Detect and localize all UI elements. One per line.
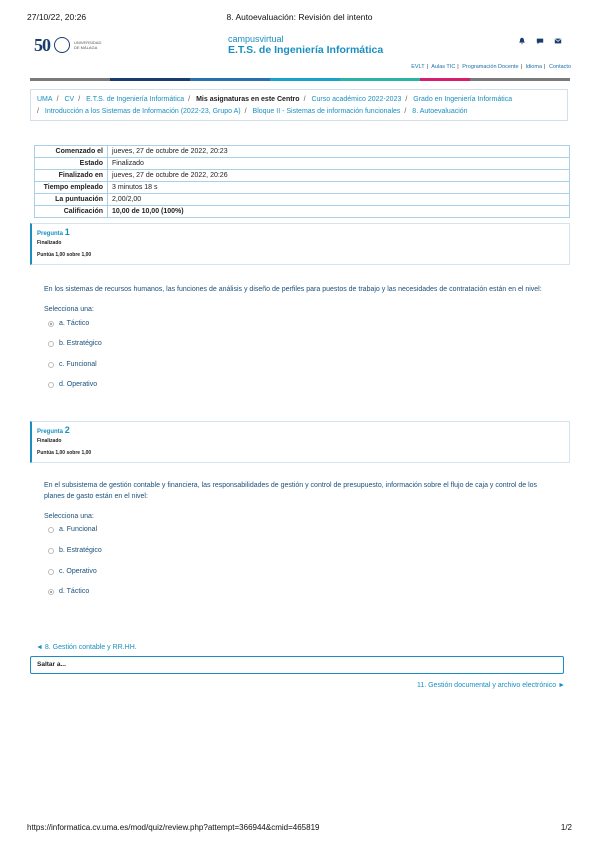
question-points: Puntúa 1,00 sobre 1,00 xyxy=(37,252,92,258)
summary-key: Calificación xyxy=(35,206,108,218)
summary-key: Estado xyxy=(35,158,108,170)
question-number: Pregunta 2 xyxy=(37,425,70,435)
crumb-year[interactable]: Curso académico 2022-2023 xyxy=(311,96,402,103)
color-segment xyxy=(420,78,470,81)
summary-value: Finalizado xyxy=(108,158,570,170)
color-segment xyxy=(340,78,420,81)
crumb-school[interactable]: E.T.S. de Ingeniería Informática xyxy=(86,96,185,103)
link-aulas-tic[interactable]: Aulas TIC xyxy=(431,64,456,70)
chat-icon[interactable] xyxy=(536,37,544,45)
link-contacto[interactable]: Contacto xyxy=(548,64,571,70)
link-idioma[interactable]: Idioma xyxy=(525,64,543,70)
logo-mark: 50 xyxy=(34,34,50,55)
university-logo[interactable] xyxy=(34,35,114,55)
summary-row xyxy=(35,194,570,206)
summary-key: Tiempo empleado xyxy=(35,182,108,194)
print-date: 27/10/22, 20:26 xyxy=(27,12,87,22)
color-segment xyxy=(190,78,270,81)
color-segment xyxy=(270,78,340,81)
crumb-block[interactable]: Bloque II - Sistemas de información funcionales xyxy=(252,108,401,115)
crumb-uma[interactable]: UMA xyxy=(37,96,53,103)
summary-row xyxy=(35,146,570,158)
summary-value: 3 minutos 18 s xyxy=(108,182,570,194)
question-info xyxy=(30,223,570,265)
answer-option[interactable]: a. Funcional xyxy=(48,526,97,533)
previous-activity-link[interactable]: ◄ 8. Gestión contable y RR.HH. xyxy=(36,644,137,651)
answer-option[interactable]: d. Operativo xyxy=(48,381,97,388)
answer-prompt: Selecciona una: xyxy=(44,513,94,520)
crumb-degree[interactable]: Grado en Ingeniería Informática xyxy=(413,96,513,103)
radio-button[interactable] xyxy=(48,569,54,575)
radio-button[interactable] xyxy=(48,341,54,347)
summary-row xyxy=(35,206,570,218)
radio-button[interactable] xyxy=(48,527,54,533)
summary-row xyxy=(35,182,570,194)
site-line2: E.T.S. de Ingeniería Informática xyxy=(228,44,384,56)
seal-icon xyxy=(54,37,70,53)
bell-icon[interactable] xyxy=(518,37,526,45)
crumb-cv[interactable]: CV xyxy=(64,96,75,103)
radio-button[interactable] xyxy=(48,589,54,595)
color-segment xyxy=(110,78,190,81)
summary-key: Finalizado en xyxy=(35,170,108,182)
crumb-course[interactable]: Introducción a los Sistemas de Información (2022-23, Grupo A) xyxy=(44,108,241,115)
top-links: EVLT | Aulas TIC | Programación Docente | Idioma | Contacto xyxy=(411,64,571,70)
site-line1: campusvirtual xyxy=(228,34,284,44)
color-segment xyxy=(470,78,570,81)
crumb-quiz[interactable]: 8. Autoevaluación xyxy=(412,108,468,115)
jump-to-select[interactable]: Saltar a... xyxy=(30,656,564,674)
breadcrumb: UMA / CV / E.T.S. de Ingeniería Informática / Mis asignaturas en este Centro / Curso académico 2022-2023 / Grado en Ingeniería Informática / Introducción a los Sistemas de Información (2022-23, Grupo A) / Bloque II - Sistemas de información funcionales / 8. Autoevaluación xyxy=(30,89,568,121)
print-header xyxy=(27,12,572,26)
page-number: 1/2 xyxy=(560,823,572,832)
question-state: Finalizado xyxy=(37,438,62,444)
header-icons xyxy=(518,37,562,45)
summary-value: jueves, 27 de octubre de 2022, 20:26 xyxy=(108,170,570,182)
answer-option[interactable]: d. Táctico xyxy=(48,588,89,595)
radio-button[interactable] xyxy=(48,362,54,368)
summary-value: jueves, 27 de octubre de 2022, 20:23 xyxy=(108,146,570,158)
question-info xyxy=(30,421,570,463)
page-url: https://informatica.cv.uma.es/mod/quiz/review.php?attempt=366944&cmid=465819 xyxy=(27,823,320,832)
question-number: Pregunta 1 xyxy=(37,227,70,237)
print-title: 8. Autoevaluación: Revisión del intento xyxy=(226,12,373,22)
answer-option[interactable]: b. Estratégico xyxy=(48,547,102,554)
grade-value: 10,00 de 10,00 (100%) xyxy=(112,208,184,215)
radio-button[interactable] xyxy=(48,548,54,554)
answer-option[interactable]: a. Táctico xyxy=(48,320,89,327)
summary-row xyxy=(35,158,570,170)
answer-option[interactable]: c. Operativo xyxy=(48,568,97,575)
summary-key: La puntuación xyxy=(35,194,108,206)
answer-option[interactable]: c. Funcional xyxy=(48,361,97,368)
summary-value: 2,00/2,00 xyxy=(108,194,570,206)
question-text: En el subsistema de gestión contable y financiera, las responsabilidades de gestión y control de presupuesto, información sobre el flujo de caja y control de los planes de gasto están en el nivel: xyxy=(44,482,538,500)
print-footer xyxy=(27,823,572,832)
crumb-my-courses[interactable]: Mis asignaturas en este Centro xyxy=(196,96,300,103)
attempt-summary-table xyxy=(34,145,570,218)
site-title[interactable] xyxy=(228,34,383,56)
logo-university: UNIVERSIDAD DE MÁLAGA xyxy=(74,40,102,50)
next-activity-link[interactable]: 11. Gestión documental y archivo electrónico ► xyxy=(416,682,565,689)
mail-icon[interactable] xyxy=(554,37,562,45)
summary-value xyxy=(108,206,570,218)
radio-button[interactable] xyxy=(48,321,54,327)
link-evlt[interactable]: EVLT xyxy=(411,64,425,70)
brand-color-bar xyxy=(30,78,570,81)
summary-key: Comenzado el xyxy=(35,146,108,158)
answer-option[interactable]: b. Estratégico xyxy=(48,340,102,347)
question-text: En los sistemas de recursos humanos, las funciones de análisis y diseño de perfiles para puestos de trabajo y las necesidades de contratación están en el nivel: xyxy=(44,286,542,293)
question-state: Finalizado xyxy=(37,240,62,246)
link-programacion-docente[interactable]: Programación Docente xyxy=(462,64,519,70)
question-points: Puntúa 1,00 sobre 1,00 xyxy=(37,450,92,456)
radio-button[interactable] xyxy=(48,382,54,388)
answer-prompt: Selecciona una: xyxy=(44,306,94,313)
color-segment xyxy=(30,78,110,81)
summary-row xyxy=(35,170,570,182)
